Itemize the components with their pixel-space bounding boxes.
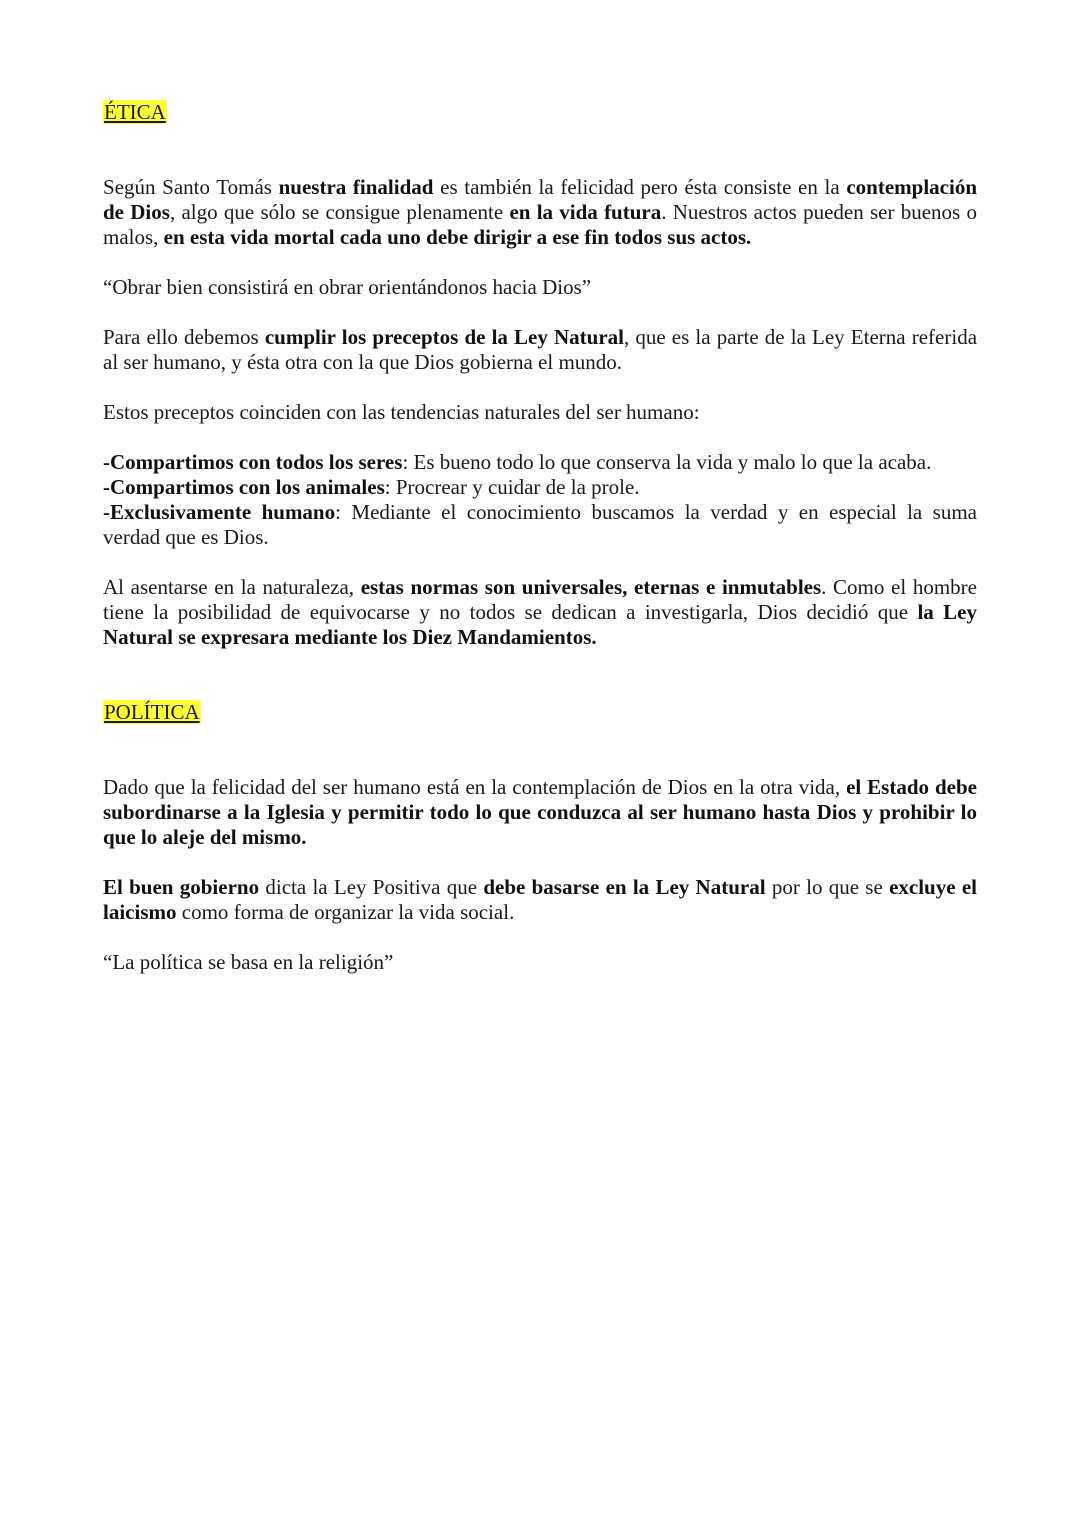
- politica-paragraph-1: Dado que la felicidad del ser humano está en la contemplación de Dios en la otra vida, el Estado debe subordinarse a la Iglesia y permitir todo lo que conduzca al ser humano hasta Dios y prohibir lo que lo aleje del mismo.: [103, 775, 977, 849]
- politica-paragraph-2: El buen gobierno dicta la Ley Positiva que debe basarse en la Ley Natural por lo que se excluye el laicismo como forma de organizar la vida social.: [103, 875, 977, 924]
- etica-heading: ÉTICA: [104, 100, 166, 124]
- politica-heading: POLÍTICA: [104, 700, 200, 724]
- list-item: -Exclusivamente humano: Mediante el conocimiento buscamos la verdad y en especial la suma verdad que es Dios.: [103, 500, 977, 549]
- etica-paragraph-2: Para ello debemos cumplir los preceptos de la Ley Natural, que es la parte de la Ley Eterna referida al ser humano, y ésta otra con la que Dios gobierna el mundo.: [103, 325, 978, 374]
- document-page: [103, 100, 977, 975]
- list-item: -Compartimos con los animales: Procrear y cuidar de la prole.: [103, 475, 640, 499]
- etica-paragraph-1: Según Santo Tomás nuestra finalidad es también la felicidad pero ésta consiste en la contemplación de Dios, algo que sólo se consigue plenamente en la vida futura. Nuestros actos pueden ser buenos o malos, en esta vida mortal cada uno debe dirigir a ese fin todos sus actos.: [103, 175, 977, 249]
- politica-quote: “La política se basa en la religión”: [103, 950, 394, 974]
- etica-quote: “Obrar bien consistirá en obrar orientándonos hacia Dios”: [103, 275, 592, 299]
- etica-paragraph-4: Al asentarse en la naturaleza, estas normas son universales, eternas e inmutables. Como el hombre tiene la posibilidad de equivocarse y no todos se dedican a investigarla, Dios decidió que la Ley Natural se expresara mediante los Diez Mandamientos.: [103, 575, 977, 649]
- etica-paragraph-3: Estos preceptos coinciden con las tendencias naturales del ser humano:: [103, 400, 700, 424]
- list-item: -Compartimos con todos los seres: Es bueno todo lo que conserva la vida y malo lo que la acaba.: [103, 450, 932, 474]
